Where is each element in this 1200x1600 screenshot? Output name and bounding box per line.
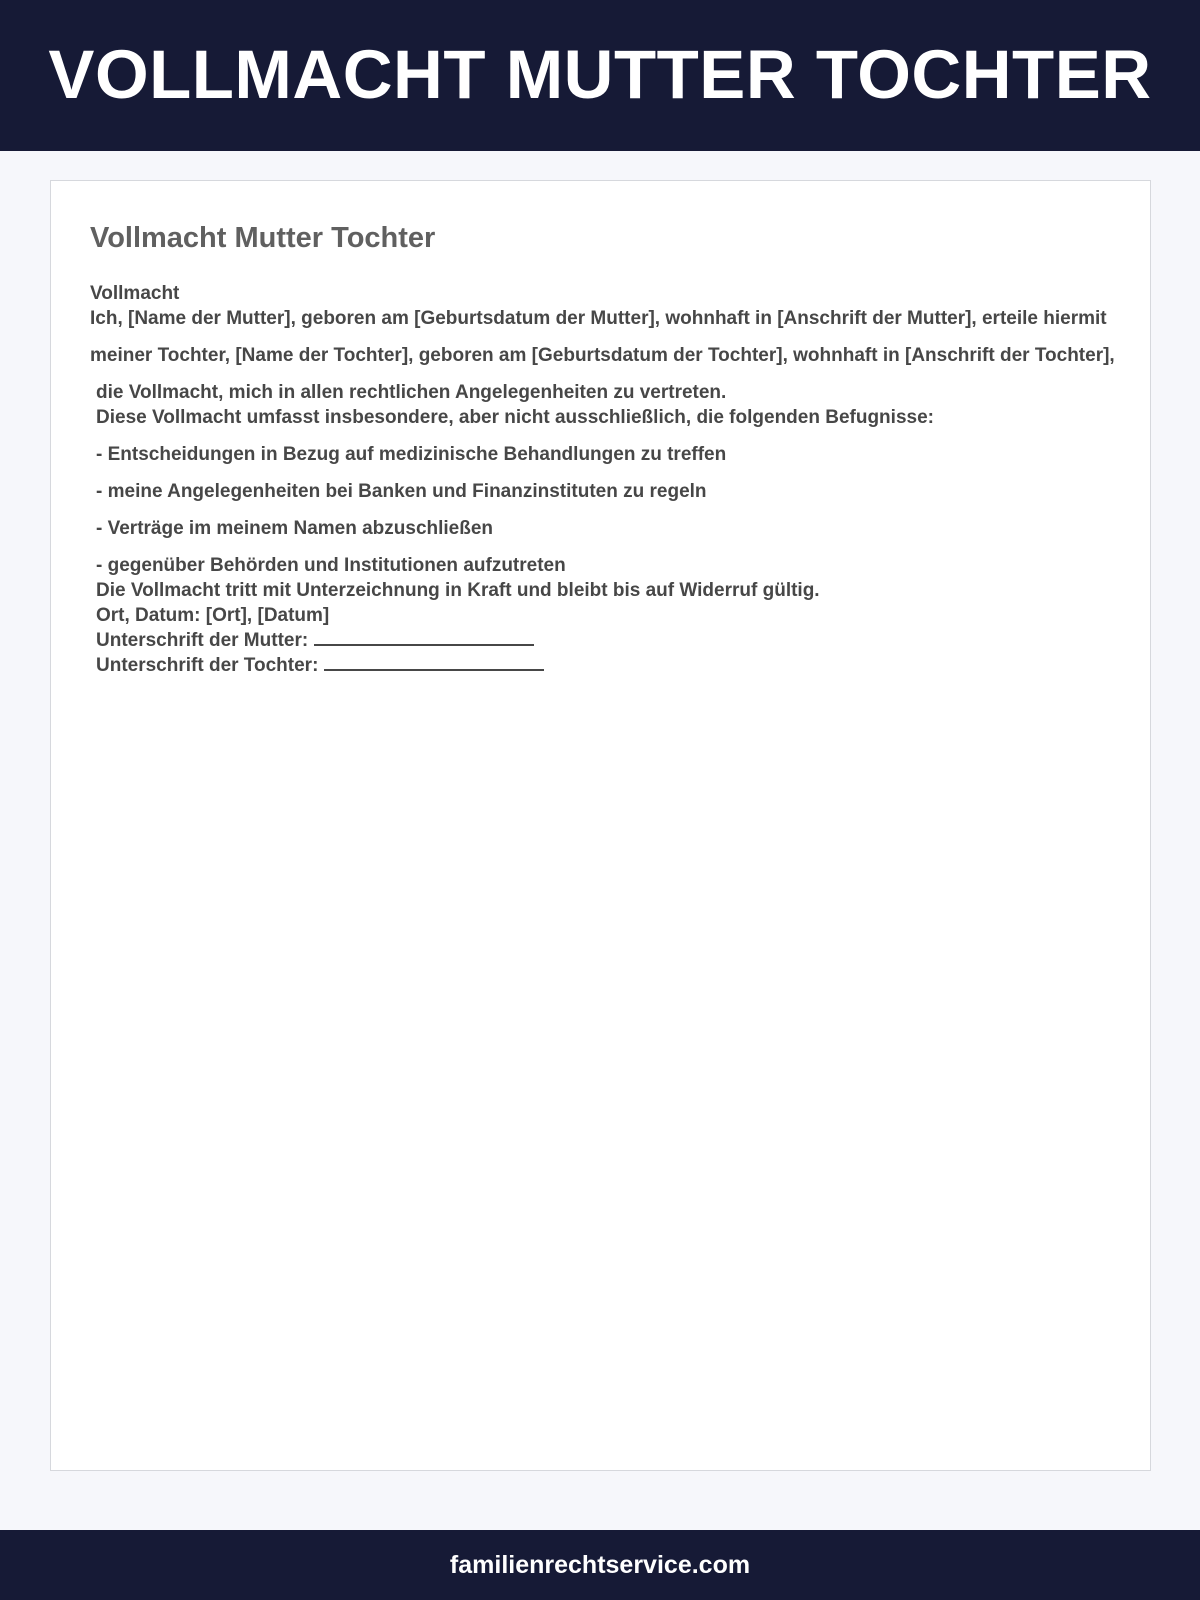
paragraph-scope: die Vollmacht, mich in allen rechtlichen Angelegenheiten zu vertreten. bbox=[96, 382, 727, 403]
place-date-line: Ort, Datum: [Ort], [Datum] bbox=[96, 605, 330, 626]
signature-mother-line bbox=[314, 628, 534, 646]
page-title: VOLLMACHT MUTTER TOCHTER bbox=[48, 36, 1152, 113]
document-card bbox=[50, 180, 1151, 1471]
page-header bbox=[0, 0, 1200, 151]
list-item: - Entscheidungen in Bezug auf medizinische Behandlungen zu treffen bbox=[96, 444, 727, 465]
list-item: - gegenüber Behörden und Institutionen aufzutreten bbox=[96, 555, 566, 576]
signature-daughter-label: Unterschrift der Tochter: bbox=[96, 655, 319, 676]
signature-daughter-row bbox=[90, 653, 1120, 678]
document-heading: Vollmacht bbox=[90, 283, 180, 304]
paragraph-validity: Die Vollmacht tritt mit Unterzeichnung in Kraft und bleibt bis auf Widerruf gültig. bbox=[96, 580, 820, 601]
list-item: - Verträge im meinem Namen abzuschließen bbox=[96, 518, 494, 539]
list-item: - meine Angelegenheiten bei Banken und Finanzinstituten zu regeln bbox=[96, 481, 707, 502]
paragraph-grantee: meiner Tochter, [Name der Tochter], geboren am [Geburtsdatum der Tochter], wohnhaft in [Anschrift der Tochter], bbox=[90, 345, 1115, 366]
signature-mother-row bbox=[90, 628, 1120, 653]
document-body bbox=[90, 281, 1120, 678]
page-footer bbox=[0, 1530, 1200, 1600]
signature-daughter-line bbox=[324, 653, 544, 671]
paragraph-grantor: Ich, [Name der Mutter], geboren am [Geburtsdatum der Mutter], wohnhaft in [Anschrift der Mutter], erteile hiermit bbox=[90, 308, 1107, 329]
paragraph-powers-intro: Diese Vollmacht umfasst insbesondere, aber nicht ausschließlich, die folgenden Befugnisse: bbox=[96, 407, 934, 428]
document-title: Vollmacht Mutter Tochter bbox=[90, 222, 436, 254]
footer-site-link[interactable]: familienrechtservice.com bbox=[449, 1550, 751, 1579]
signature-mother-label: Unterschrift der Mutter: bbox=[96, 630, 309, 651]
